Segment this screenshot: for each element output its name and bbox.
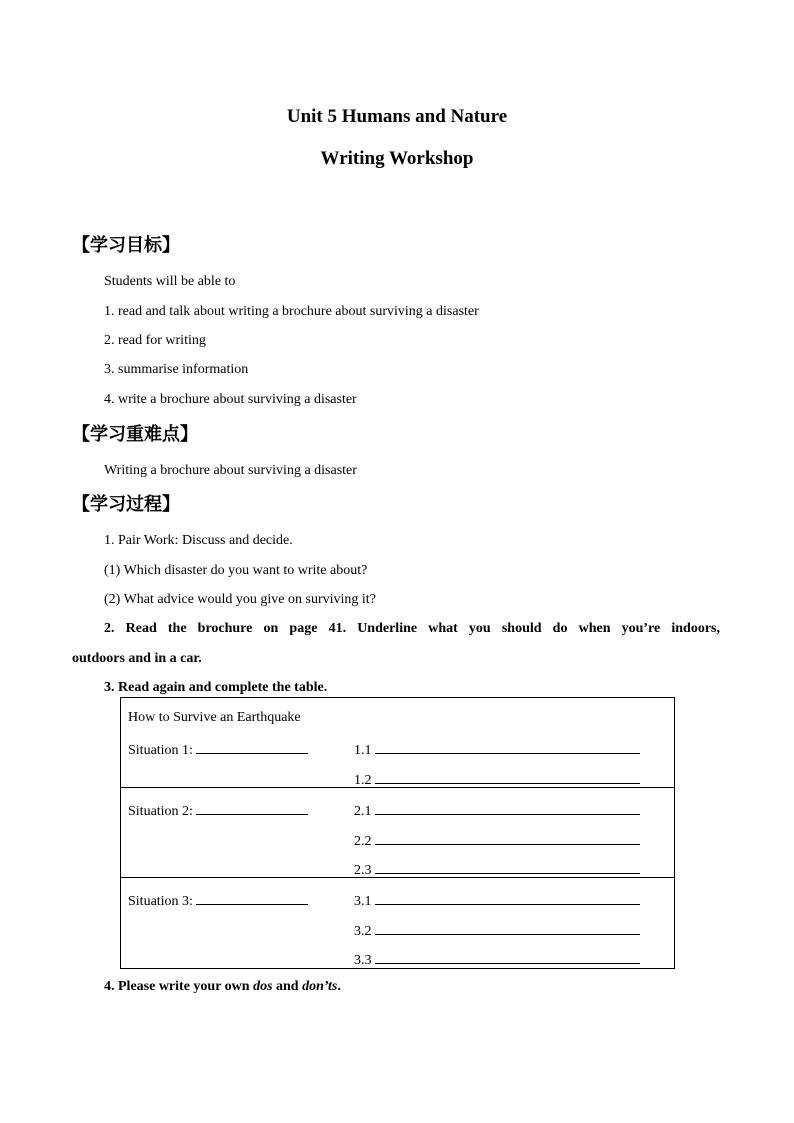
item-2-1-label: 2.1 — [354, 804, 372, 819]
item-2-3-blank[interactable] — [375, 859, 640, 874]
step-4-dos: dos — [253, 979, 273, 994]
item-3-1-label: 3.1 — [354, 894, 372, 909]
step-4 — [104, 979, 341, 995]
situation-label — [128, 890, 308, 910]
step-3: 3. Read again and complete the table. — [104, 680, 328, 695]
objective-item-4: 4. write a brochure about surviving a disaster — [104, 392, 357, 407]
process-heading: 【学习过程】 — [72, 494, 180, 515]
table-caption: How to Survive an Earthquake — [128, 710, 301, 725]
step-4-donts: don’ts — [302, 979, 338, 994]
table-row — [121, 788, 675, 878]
item-3-1-blank[interactable] — [375, 890, 640, 905]
answer-line — [354, 859, 640, 879]
situation-1-label: Situation 1: — [128, 743, 193, 758]
step-4-text: 4. Please write your own — [104, 979, 254, 994]
situation-1-blank[interactable] — [196, 739, 308, 754]
step-2-line-1: 2. Read the brochure on page 41. Underline what you should do when you’re indoors, — [104, 621, 720, 636]
situation-2-label: Situation 2: — [128, 804, 193, 819]
table-row — [121, 878, 675, 969]
objectives-intro: Students will be able to — [104, 274, 236, 289]
situation-3-label: Situation 3: — [128, 894, 193, 909]
answer-line — [354, 800, 640, 820]
earthquake-table — [120, 697, 675, 969]
objectives-heading: 【学习目标】 — [72, 235, 180, 256]
answer-line — [354, 830, 640, 850]
objective-item-1: 1. read and talk about writing a brochure about surviving a disaster — [104, 304, 479, 319]
step-1: 1. Pair Work: Discuss and decide. — [104, 533, 293, 548]
answer-line — [354, 920, 640, 940]
item-2-2-blank[interactable] — [375, 830, 640, 845]
item-1-2-label: 1.2 — [354, 773, 372, 788]
item-3-3-blank[interactable] — [375, 949, 640, 964]
key-points-text: Writing a brochure about surviving a disaster — [104, 463, 357, 478]
item-3-3-label: 3.3 — [354, 953, 372, 968]
lesson-title: Writing Workshop — [320, 148, 474, 169]
situation-3-blank[interactable] — [196, 890, 308, 905]
item-1-1-blank[interactable] — [375, 739, 640, 754]
item-1-2-blank[interactable] — [375, 769, 640, 784]
unit-title: Unit 5 Humans and Nature — [286, 106, 508, 127]
item-2-1-blank[interactable] — [375, 800, 640, 815]
answer-line — [354, 949, 640, 969]
item-2-2-label: 2.2 — [354, 834, 372, 849]
table-row — [121, 698, 675, 788]
item-3-2-label: 3.2 — [354, 924, 372, 939]
situation-label — [128, 739, 308, 759]
item-3-2-blank[interactable] — [375, 920, 640, 935]
step-4-and: and — [272, 979, 303, 994]
step-2-line-2: outdoors and in a car. — [72, 651, 202, 666]
step-1-question-1: (1) Which disaster do you want to write about? — [104, 563, 368, 578]
key-points-heading: 【学习重难点】 — [72, 424, 198, 445]
answer-line — [354, 890, 640, 910]
objective-item-2: 2. read for writing — [104, 333, 206, 348]
item-1-1-label: 1.1 — [354, 743, 372, 758]
answer-line — [354, 769, 640, 789]
situation-2-blank[interactable] — [196, 800, 308, 815]
step-4-end: . — [337, 979, 341, 994]
item-2-3-label: 2.3 — [354, 863, 372, 878]
step-1-question-2: (2) What advice would you give on surviving it? — [104, 592, 376, 607]
answer-line — [354, 739, 640, 759]
situation-label — [128, 800, 308, 820]
objective-item-3: 3. summarise information — [104, 362, 249, 377]
